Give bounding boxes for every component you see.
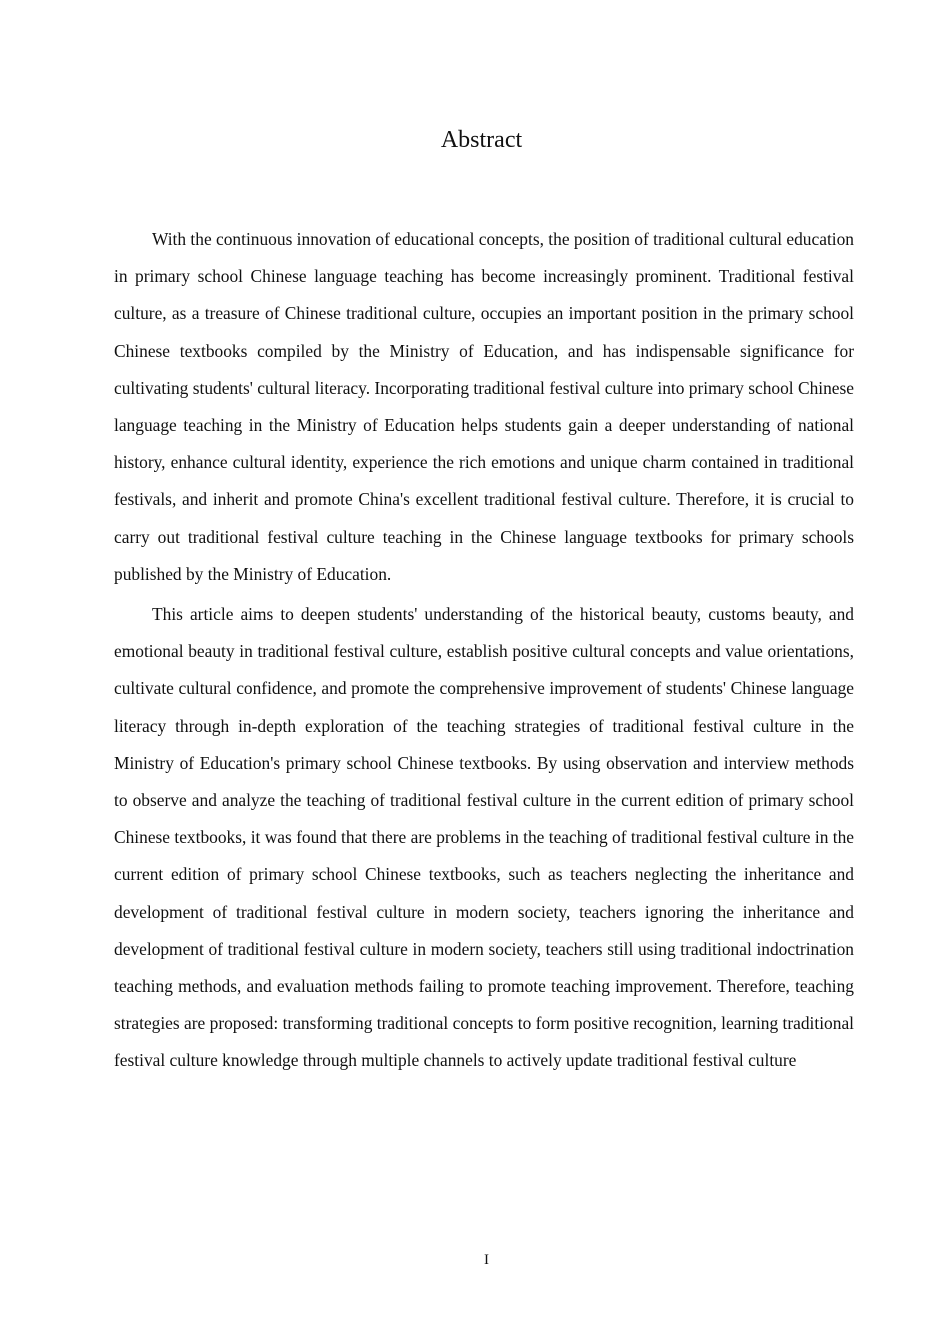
page-number: I xyxy=(484,1252,489,1268)
abstract-paragraph-2: This article aims to deepen students' understanding of the historical beauty, customs beauty, and emotional beauty in traditional festival culture, establish positive cultural concepts and value orientations, cultivate cultural confidence, and promote the comprehensive improvement of students' Chinese language literacy through in-depth exploration of the teaching strategies of traditional festival culture in the Ministry of Education's primary school Chinese textbooks. By using observation and interview methods to observe and analyze the teaching of traditional festival culture in the current edition of primary school Chinese textbooks, it was found that there are problems in the teaching of traditional festival culture in the current edition of primary school Chinese textbooks, such as teachers neglecting the inheritance and development of traditional festival culture in modern society, teachers ignoring the inheritance and development of traditional festival culture in modern society, teachers still using traditional indoctrination teaching methods, and evaluation methods failing to promote teaching improvement. Therefore, teaching strategies are proposed: transforming traditional concepts to form positive recognition, learning traditional festival culture knowledge through multiple channels to actively update traditional festival culture xyxy=(114,604,854,1071)
abstract-paragraph-1: With the continuous innovation of educational concepts, the position of traditional cultural education in primary school Chinese language teaching has become increasingly prominent. Traditional festival culture, as a treasure of Chinese traditional culture, occupies an important position in the primary school Chinese textbooks compiled by the Ministry of Education, and has indispensable significance for cultivating students' cultural literacy. Incorporating traditional festival culture into primary school Chinese language teaching in the Ministry of Education helps students gain a deeper understanding of national history, enhance cultural identity, experience the rich emotions and unique charm contained in traditional festivals, and inherit and promote China's excellent traditional festival culture. Therefore, it is crucial to carry out traditional festival culture teaching in the Chinese language textbooks for primary schools published by the Ministry of Education. xyxy=(114,229,854,584)
abstract-body xyxy=(114,221,854,1083)
abstract-title: Abstract xyxy=(440,127,523,153)
